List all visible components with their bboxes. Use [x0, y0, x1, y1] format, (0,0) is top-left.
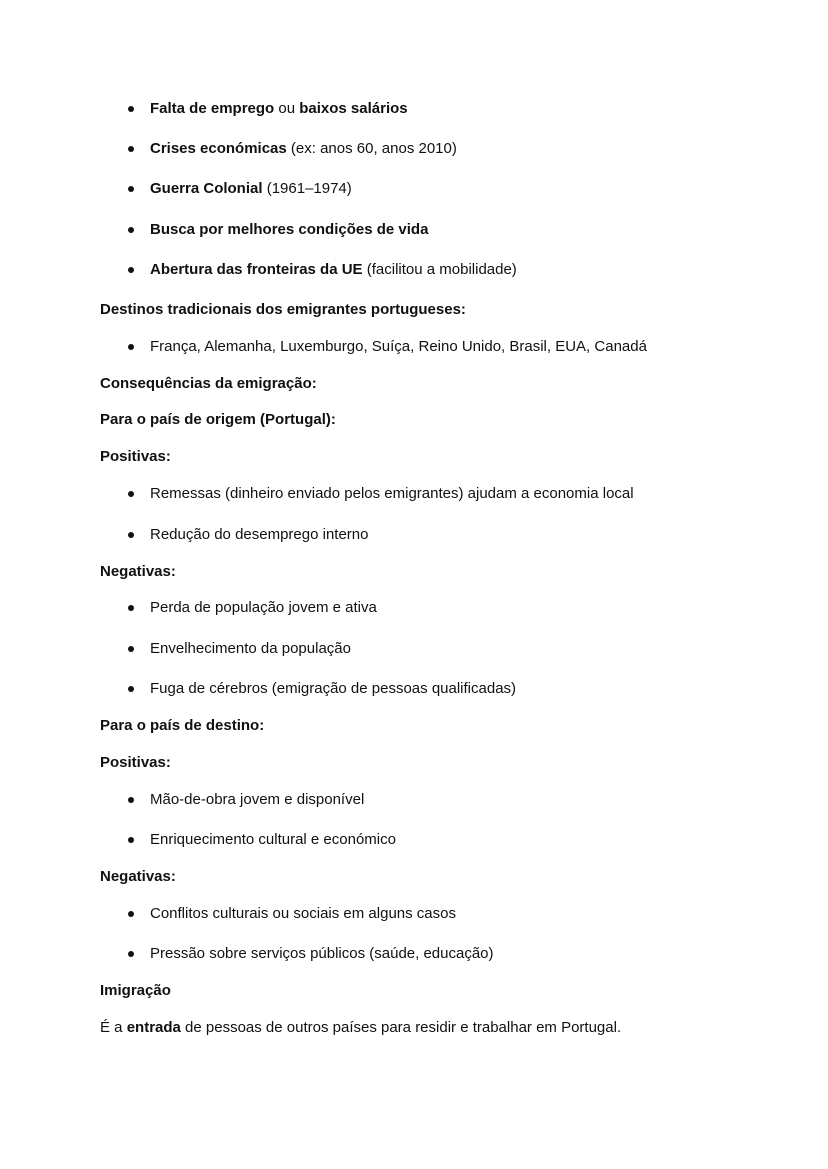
list-item-text: Perda de população jovem e ativa — [150, 599, 377, 616]
bullet-icon — [128, 532, 134, 538]
bullet-icon — [128, 646, 134, 652]
bullet-icon — [128, 146, 134, 152]
bold-text: Abertura das fronteiras da UE — [150, 261, 363, 278]
bullet-icon — [128, 106, 134, 112]
list-item-text: Pressão sobre serviços públicos (saúde, educação) — [150, 945, 494, 962]
bullet-icon — [128, 227, 134, 233]
bold-text: Busca por melhores condições de vida — [150, 221, 429, 238]
bullet-icon — [128, 797, 134, 803]
label-positivas: Positivas: — [100, 754, 171, 771]
bold-text: Falta de emprego — [150, 100, 275, 117]
plain-text: de pessoas de outros países para residir e trabalhar em Portugal. — [180, 1019, 622, 1036]
bold-text: baixos salários — [299, 100, 408, 117]
bullet-icon — [128, 186, 134, 192]
section-heading-imigracao: Imigração — [100, 982, 171, 999]
list-item-text — [150, 180, 352, 198]
bold-text: Crises económicas — [150, 140, 287, 157]
list-item-text — [150, 100, 408, 118]
list-item-text — [150, 221, 428, 239]
plain-text: É a — [100, 1019, 127, 1036]
bullet-icon — [128, 951, 134, 957]
label-negativas: Negativas: — [100, 563, 176, 580]
bullet-icon — [128, 837, 134, 843]
plain-text: ou — [274, 100, 300, 117]
list-item-text: Conflitos culturais ou sociais em alguns casos — [150, 905, 456, 922]
bullet-icon — [128, 911, 134, 917]
list-item-text: Fuga de cérebros (emigração de pessoas qualificadas) — [150, 680, 517, 697]
list-item-text — [150, 261, 517, 279]
subheading-destino: Para o país de destino: — [100, 717, 265, 734]
bullet-icon — [128, 344, 134, 350]
label-negativas: Negativas: — [100, 868, 176, 885]
list-item-text: Redução do desemprego interno — [150, 526, 369, 543]
list-item-text: França, Alemanha, Luxemburgo, Suíça, Reino Unido, Brasil, EUA, Canadá — [150, 338, 647, 355]
bold-text: entrada — [126, 1019, 181, 1036]
list-item-text: Envelhecimento da população — [150, 640, 351, 657]
paragraph-imigracao — [100, 1019, 621, 1037]
section-heading-consequencias: Consequências da emigração: — [100, 375, 317, 392]
section-heading-destinos: Destinos tradicionais dos emigrantes portugueses: — [100, 301, 466, 318]
list-item-text: Mão-de-obra jovem e disponível — [150, 791, 365, 808]
bullet-icon — [128, 686, 134, 692]
list-item-text: Enriquecimento cultural e económico — [150, 831, 396, 848]
label-positivas: Positivas: — [100, 448, 171, 465]
list-item-text: Remessas (dinheiro enviado pelos emigrantes) ajudam a economia local — [150, 485, 634, 502]
bullet-icon — [128, 605, 134, 611]
plain-text: (facilitou a mobilidade) — [362, 261, 517, 278]
plain-text: (ex: anos 60, anos 2010) — [286, 140, 457, 157]
bullet-icon — [128, 267, 134, 273]
list-item-text — [150, 140, 457, 158]
bold-text: Guerra Colonial — [150, 180, 263, 197]
subheading-origem: Para o país de origem (Portugal): — [100, 411, 336, 428]
bullet-icon — [128, 491, 134, 497]
plain-text: (1961–1974) — [262, 180, 352, 197]
